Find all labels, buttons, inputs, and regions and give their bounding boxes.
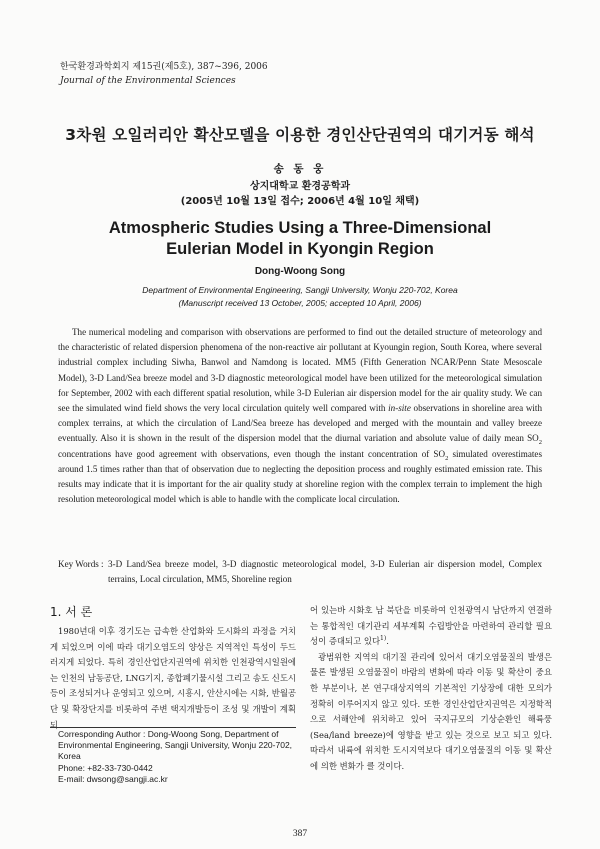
english-title-line2: Eulerian Model in Kyongin Region: [166, 240, 434, 258]
journal-name-en: Journal of the Environmental Sciences: [60, 76, 236, 86]
section-heading: 1. 서 론: [50, 605, 93, 619]
english-affiliation: Department of Environmental Engineering, Sangji University, Wonju 220-702, Korea: [142, 285, 458, 295]
footnote-divider: [50, 727, 296, 728]
page-number: 387: [292, 829, 308, 839]
journal-citation-ko: 한국환경과학회지 제15권(제5호), 387~396, 2006: [60, 62, 268, 72]
keywords: [58, 557, 542, 587]
footnote-author: Corresponding Author : Dong-Woong Song, Department of Environmental Engineering, Sangji University, Wonju 220-702, Korea: [58, 729, 293, 762]
journal-header: [60, 60, 268, 88]
english-title-line1: Atmospheric Studies Using a Three-Dimensional: [108, 219, 492, 237]
intro-paragraph-2: 광범위한 지역의 대기질 관리에 있어서 대기오염물질의 발생은 물론 발생된 오염물질이 바람의 변화에 따라 이동 및 확산이 중요한 부분이나, 본 연구대상지역의 기본적인 기상장에 대한 모의가 정확히 이루어지지 않고 있다. 또한 경인산업단지권역은 지정학적으로 서해안에 위치하고 있어 국지규모의 기상순환인 해륙풍 (Sea/land breeze)에 영향을 받고 있는 것으로 보고 되고 있다. 따라서 내륙에 위치한 도시지역보다 대기오염물질의 이동 및 확산에 의한 변화가 클 것이다.: [310, 651, 552, 771]
left-column: [50, 603, 296, 733]
so2-subscript: 2: [538, 439, 542, 447]
intro-paragraph-1: 1980년대 이후 경기도는 급속한 산업화와 도시화의 과정을 거치게 되었으며 이에 따라 대기오염도의 양상은 지역적인 특성이 두드러지게 되었다. 특히 경인산업단지권역에 위치한 인천광역시일원에는 인천의 남동공단, LNG기지, 종합폐기물시설 그리고 송도 신도시 등이 조성되거나 운영되고 있으며, 시흥시, 안산시에는 시화, 반월공단 및 확장단지를 비롯하여 주변 택지개발등이 조성 및 개발이 계획되: [50, 626, 296, 730]
footnote-email: E-mail: dwsong@sangji.ac.kr: [58, 773, 168, 784]
korean-affiliation: 상지대학교 환경공학과: [249, 181, 351, 192]
english-title: [40, 218, 560, 260]
citation-superscript: 1): [380, 635, 387, 643]
footnote-phone: Phone: +82-33-730-0442: [58, 762, 153, 773]
keywords-label: Key Words :: [58, 559, 104, 569]
corresponding-author-footnote: [58, 729, 294, 785]
abstract-text-2: observations in shoreline area with complex terrains, at which the circulation of Land/Sea breeze has developed and merged with the mountain and valley breeze eventually. Also it is shown in the result of the dispersion model that the diurnal variation and absolute value of daily mean SO: [58, 403, 542, 444]
abstract-text-3: concentrations have good agreement with observations, even though the instant concentration of SO: [58, 448, 446, 459]
intro-paragraph-1-cont: [310, 603, 552, 650]
so2-subscript: 2: [445, 454, 449, 462]
right-column: [310, 603, 552, 775]
abstract: [58, 325, 542, 507]
abstract-text-1: The numerical modeling and comparison with observations are performed to find out the detailed structure of meteorology and the characteristic of related dispersion phenomena of the non-reactive air pollutant at Kyoungin region, South Korea, where several industrial complex including Siwha, Banwol and Namdong is located. MM5 (Fifth Generation NCAR/Penn State Mesoscale Model), 3-D Land/Sea breeze model and 3-D diagnostic meteorological model have been utilized for the meteorological simulation for September, 2002 with each different spatial resolution, while 3-D Eulerian air dispersion model for the air quality study. We can see the simulated wind field shows the very local circulation quitely well compared with: [58, 327, 542, 414]
korean-dates: (2005년 10월 13일 접수; 2006년 4월 10일 채택): [180, 196, 420, 207]
english-affiliation-block: [40, 284, 560, 310]
korean-title: 3차원 오일러리안 확산모델을 이용한 경인산단권역의 대기거동 해석: [65, 126, 535, 144]
keywords-text: 3-D Land/Sea breeze model, 3-D diagnostic meteorological model, 3-D Eulerian air dispersion model, Complex terrains, Local circulation, MM5, Shoreline region: [108, 559, 542, 584]
korean-author: 송 동 웅: [273, 163, 327, 175]
abstract-paragraph: [58, 325, 542, 507]
abstract-italic-term: in-site: [388, 403, 411, 414]
english-author: Dong-Woong Song: [254, 266, 346, 277]
manuscript-dates: (Manuscript received 13 October, 2005; accepted 10 April, 2006): [178, 298, 422, 308]
abstract-text-4: simulated overestimates around 1.5 times rather than that of observation due to neglecting the deposition process and roughly estimated emission rate. This results may indicate that it is important for the air quality study at shoreline region with the complex terrain to implement the high resolution meteorological model which is able to handle with the complicate local circulation.: [58, 448, 542, 505]
intro-cont-end: .: [386, 636, 389, 647]
intro-cont-text: 어 있는바 시화호 남 북단을 비롯하여 인천광역시 남단까지 연결하는 통합적인 대기관리 세부계획 수립방안을 마련하여 관리할 필요성이 증대되고 있다: [310, 605, 552, 647]
